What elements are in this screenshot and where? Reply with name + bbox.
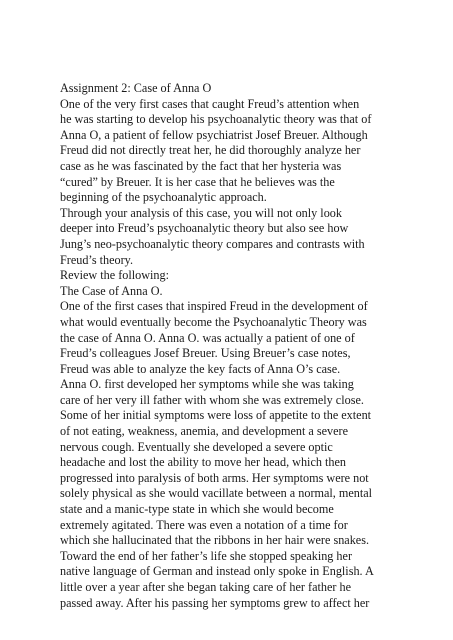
- text-line: deeper into Freud’s psychoanalytic theory but also see how: [60, 221, 349, 236]
- text-line: of not eating, weakness, anemia, and development a severe: [60, 424, 348, 439]
- text-line: the case of Anna O. Anna O. was actually a patient of one of: [60, 330, 355, 345]
- assignment-title: Assignment 2: Case of Anna O: [60, 81, 212, 95]
- text-line: he was starting to develop his psychoanalytic theory was that of: [60, 112, 372, 127]
- text-line: beginning of the psychoanalytic approach.: [60, 190, 267, 205]
- text-line: little over a year after she began taking care of her father he: [60, 580, 351, 594]
- document-body: [60, 81, 453, 611]
- text-line: Through your analysis of this case, you will not only look: [60, 205, 342, 220]
- text-line: Freud was able to analyze the key facts of Anna O’s case.: [60, 361, 341, 376]
- text-line: Anna O, a patient of fellow psychiatrist Josef Breuer. Although: [60, 127, 368, 142]
- text-line: progressed into paralysis of both arms. Her symptoms were not: [60, 470, 369, 485]
- text-line: Toward the end of her father’s life she stopped speaking her: [60, 548, 352, 563]
- text-line: “cured” by Breuer. It is her case that he believes was the: [60, 174, 335, 189]
- text-line: case as he was fascinated by the fact that her hysteria was: [60, 158, 342, 173]
- text-line: Freud’s theory.: [60, 252, 133, 267]
- text-line: care of her very ill father with whom she was extremely close.: [60, 392, 364, 407]
- text-line: One of the very first cases that caught Freud’s attention when: [60, 96, 360, 111]
- text-line: state and a manic-type state in which she would become: [60, 502, 334, 517]
- text-line: native language of German and instead only spoke in English. A: [60, 564, 374, 579]
- text-line: Jung’s neo-psychoanalytic theory compares and contrasts with: [60, 236, 365, 251]
- text-line: Freud’s colleagues Josef Breuer. Using Breuer’s case notes,: [60, 346, 351, 361]
- text-line: nervous cough. Eventually she developed a severe optic: [60, 439, 333, 454]
- text-line: extremely agitated. There was even a notation of a time for: [60, 517, 348, 532]
- text-line: solely physical as she would vacillate between a normal, mental: [60, 486, 373, 501]
- review-heading: Review the following:: [60, 268, 169, 283]
- case-heading: The Case of Anna O.: [60, 283, 163, 298]
- text-line: which she hallucinated that the ribbons in her hair were snakes.: [60, 533, 369, 548]
- text-line: One of the first cases that inspired Freud in the development of: [60, 299, 368, 314]
- text-line: headache and lost the ability to move her head, which then: [60, 455, 346, 470]
- text-line: passed away. After his passing her symptoms grew to affect her: [60, 595, 370, 610]
- text-line: what would eventually become the Psychoanalytic Theory was: [60, 314, 367, 329]
- text-line: Anna O. first developed her symptoms while she was taking: [60, 377, 354, 392]
- text-line: Freud did not directly treat her, he did thoroughly analyze her: [60, 143, 361, 158]
- text-line: Some of her initial symptoms were loss of appetite to the extent: [60, 408, 372, 423]
